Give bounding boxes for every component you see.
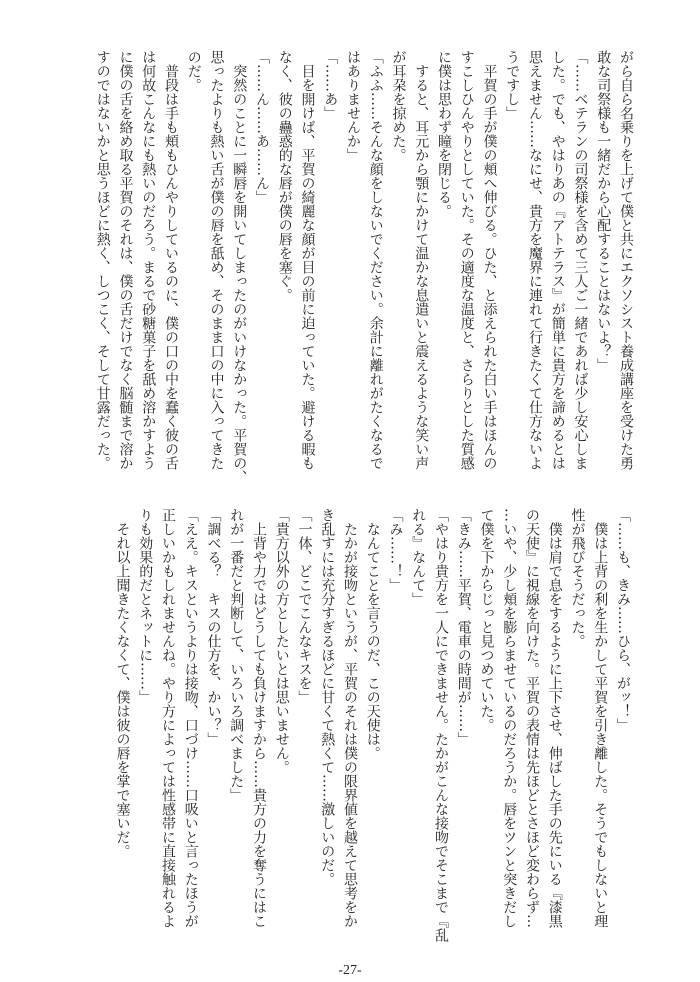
text-column: 目を開けば、平賀の綺麗な顔が目の前に迫っていた。避ける暇も xyxy=(299,50,316,470)
text-column: はありませんか」 xyxy=(345,50,361,162)
text-column: 「貴方以外の方としたいとは思いません。 xyxy=(273,508,290,774)
text-column: のだ。 xyxy=(185,50,202,92)
text-column: 「ええ。キスというよりは接吻、口づけ……口吸いと言ったほうが xyxy=(182,508,199,928)
text-column: は何故こんなにも熱いのだろう。まるで砂糖菓子を舐め溶かすよう xyxy=(140,50,157,470)
text-column: 「きみ……平賀、電車の時間が……」 xyxy=(455,508,472,746)
text-column: それ以上聞きたくなくて、僕は彼の唇を掌で塞いだ。 xyxy=(114,508,131,858)
text-column: 「……ベテランの司祭様を含めて三人ご一緒であれば少し安心しま xyxy=(572,50,589,470)
text-column: て僕を下からじっと見つめていた。 xyxy=(478,508,495,732)
text-column: 「一体、どこでこんなキスを」 xyxy=(296,508,313,704)
text-column: した。でも、やはりあの『アトテラス』が簡単に貴方を諦めるとは xyxy=(549,50,566,470)
text-column: たかが接吻というが、平賀のそれは僕の限界値を越えて思考をか xyxy=(342,508,358,928)
text-column: れが一番だと判断して、いろいろ調べました」 xyxy=(228,508,245,802)
text-column: …いや、少し頬を膨らませているのだろうか。唇をツンと突きだし xyxy=(501,508,518,928)
text-column: 「……あ」 xyxy=(322,50,339,120)
text-column: 僕は肩で息をするように上下させ、伸ばした手の先にいる『漆黒 xyxy=(546,508,563,928)
text-column: りも効果的だとネットに……」 xyxy=(137,508,154,704)
text-column: れる』なんて」 xyxy=(410,508,427,606)
text-column: 「……ん……あ……ん」 xyxy=(254,50,270,204)
text-column: すこしひんやりとしていた。その適度な温度と、さらりとした質感 xyxy=(458,50,475,470)
text-column: 正しいかもしれませんね。やり方によっては性感帯に直接触れるよ xyxy=(160,508,176,928)
page-number: -27- xyxy=(338,963,362,978)
text-column: 上背や力ではどうしても負けますから……貴方の力を奪うにはこ xyxy=(251,508,267,928)
text-column: 突然のことに一瞬唇を開いてしまったのがいけなかった。平賀の、 xyxy=(231,50,248,484)
text-column: に僕の舌を絡め取る平賀のそれは、僕の舌だけでなく脳髄まで溶か xyxy=(117,50,134,470)
text-column: に僕は思わず瞳を閉じる。 xyxy=(436,50,452,218)
text-column: 「やはり貴方を一人にできません。たかがこんな接吻でそこまで『乱 xyxy=(433,508,449,942)
text-column: が耳朶を掠めた。 xyxy=(390,50,407,162)
text-column: 「……も、きみ……ひら、がッ！」 xyxy=(615,508,631,732)
text-column: すると、耳元から顎にかけて温かな息遣いと震えるような笑い声 xyxy=(413,50,430,470)
text-column: 普段は手も頬もひんやりしているのに、僕の口の中を蠢く彼の舌 xyxy=(163,50,179,470)
text-column: なく、彼の蠱惑的な唇が僕の唇を塞ぐ。 xyxy=(276,50,293,302)
text-column: 思えません……なにせ、貴方を魔界に連れて行きたくて仕方ないよ xyxy=(527,50,543,470)
text-column: 僕は上背の利を生かして平賀を引き離した。そうでもしないと理 xyxy=(592,508,609,928)
text-column: き乱すには充分すぎるほどに甘くて熱くて……激しいのだ。 xyxy=(319,508,336,886)
text-column: の天使』に視線を向けた。平賀の表情は先ほどとさほど変わらず… xyxy=(524,508,540,928)
text-column: 平賀の手が僕の頬へ伸びる。ひた、と添えられた白い手はほんの xyxy=(481,50,498,470)
text-column: 性が飛びそうだった。 xyxy=(569,508,586,648)
text-column: 思ったよりも熱い舌が僕の唇を舐め、そのまま口の中に入ってきた xyxy=(208,50,225,470)
text-column: 敢な司祭様も一緒だから心配することはないよ？」 xyxy=(595,50,612,372)
text-block-top xyxy=(91,50,637,502)
text-column: 「調べる？ キスの仕方を、かい？」 xyxy=(205,508,222,746)
text-column: がら自ら名乗りを上げて僕と共にエクソシスト養成講座を受けた勇 xyxy=(618,50,634,470)
text-block-bottom xyxy=(111,508,634,960)
text-column: すのではないかと思うほどに熱く、しつこく、そして甘露だった。 xyxy=(94,50,111,470)
text-column: 「み……！」 xyxy=(387,508,404,592)
text-column: うですし」 xyxy=(504,50,521,120)
text-column: なんてことを言うのだ、この天使は。 xyxy=(364,508,381,760)
text-column: 「ふふ……そんな顔をしないでください。余計に離れがたくなるで xyxy=(367,50,384,470)
